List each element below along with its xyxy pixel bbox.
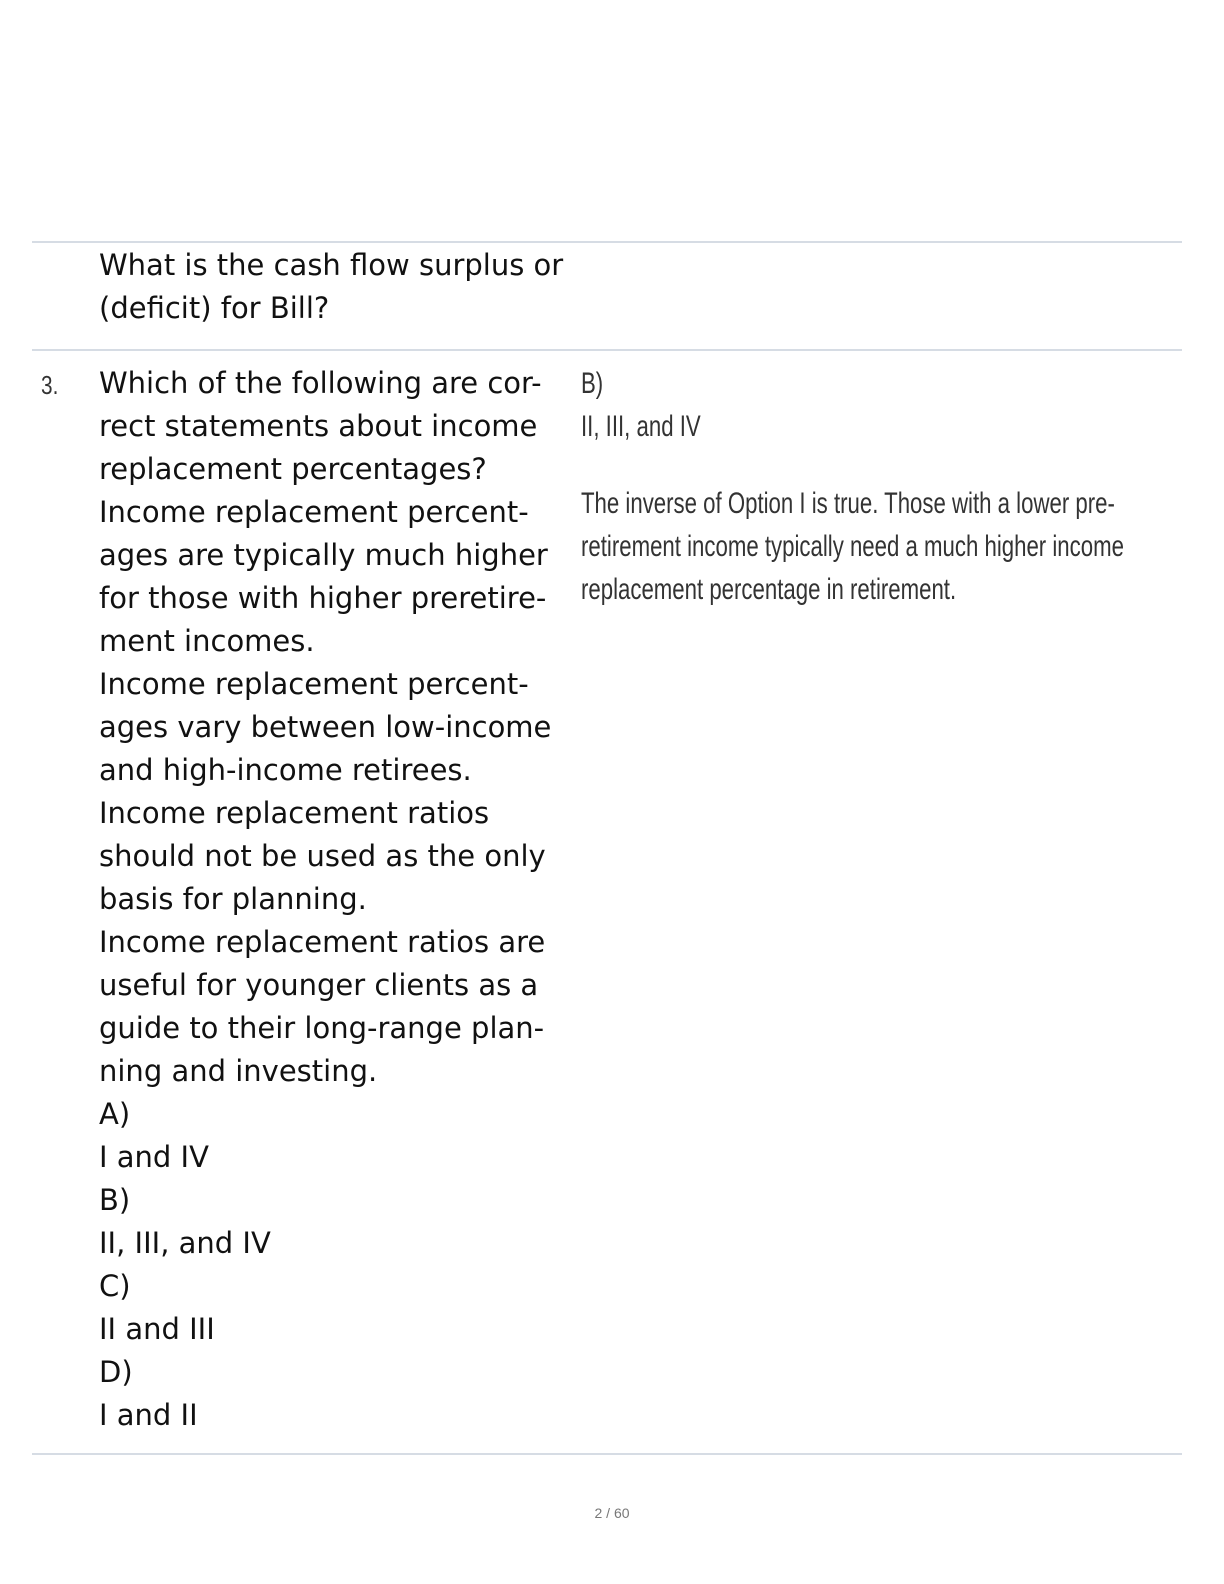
option-text: II and III bbox=[99, 1312, 215, 1346]
statement-line: ages are typically much higher bbox=[99, 538, 548, 572]
statement-line: should not be used as the only bbox=[99, 839, 546, 873]
previous-question-text bbox=[99, 244, 579, 330]
page-number: 2 / 60 bbox=[594, 1505, 630, 1521]
statement-line: for those with higher preretire- bbox=[99, 581, 547, 615]
prev-question-line: (deficit) for Bill? bbox=[99, 291, 330, 325]
statement-line: and high-income retirees. bbox=[99, 753, 472, 787]
option-text: I and IV bbox=[99, 1140, 209, 1174]
statement-line: Income replacement percent- bbox=[99, 667, 529, 701]
statement-line: useful for younger clients as a bbox=[99, 968, 539, 1002]
bottom-divider bbox=[32, 1453, 1182, 1455]
statement-line: Income replacement ratios bbox=[99, 796, 490, 830]
answer-letter: B) bbox=[581, 367, 604, 400]
answer-text: II, III, and IV bbox=[581, 410, 701, 443]
option-letter: B) bbox=[99, 1183, 131, 1217]
answer-block bbox=[581, 362, 701, 448]
explanation-line: replacement percentage in retirement. bbox=[581, 573, 957, 606]
answer-explanation bbox=[581, 482, 1124, 611]
option-letter: C) bbox=[99, 1269, 131, 1303]
question-line: replacement percentages? bbox=[99, 452, 487, 486]
explanation-line: The inverse of Option I is true. Those with a lower pre- bbox=[581, 487, 1115, 520]
middle-divider bbox=[32, 349, 1182, 351]
option-text: I and II bbox=[99, 1398, 198, 1432]
statement-line: ning and investing. bbox=[99, 1054, 378, 1088]
question-number: 3. bbox=[41, 370, 59, 400]
statement-line: Income replacement percent- bbox=[99, 495, 529, 529]
option-text: II, III, and IV bbox=[99, 1226, 271, 1260]
statement-line: ment incomes. bbox=[99, 624, 315, 658]
prev-question-line: What is the cash flow surplus or bbox=[99, 248, 564, 282]
statement-line: Income replacement ratios are bbox=[99, 925, 546, 959]
question-text bbox=[99, 362, 564, 1437]
statement-line: basis for planning. bbox=[99, 882, 367, 916]
option-letter: D) bbox=[99, 1355, 133, 1389]
statement-line: ages vary between low-income bbox=[99, 710, 552, 744]
top-divider bbox=[32, 241, 1182, 243]
question-line: rect statements about income bbox=[99, 409, 538, 443]
statement-line: guide to their long-range plan- bbox=[99, 1011, 545, 1045]
explanation-line: retirement income typically need a much higher income bbox=[581, 530, 1124, 563]
option-letter: A) bbox=[99, 1097, 131, 1131]
question-line: Which of the following are cor- bbox=[99, 366, 542, 400]
